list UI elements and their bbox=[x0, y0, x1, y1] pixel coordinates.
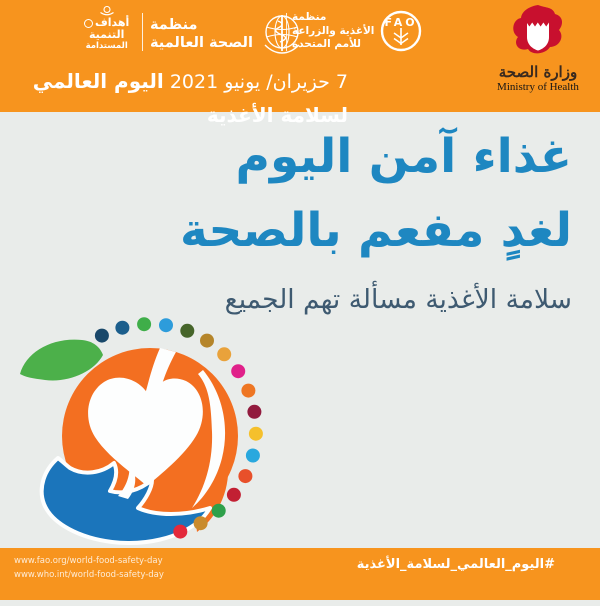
sdg-dot bbox=[238, 469, 252, 483]
footer-band bbox=[0, 548, 600, 600]
who-line1: منظمة bbox=[150, 17, 198, 33]
ministry-of-health-logo bbox=[488, 4, 588, 93]
date-text: 7 حزيران/ يونيو 2021 bbox=[163, 71, 348, 93]
sdg-dot bbox=[159, 318, 173, 332]
ministry-arabic-name: وزارة الصحة bbox=[498, 63, 578, 81]
sdg-word: أهداف bbox=[95, 16, 130, 29]
sdg-dot bbox=[231, 364, 245, 378]
sdg-dot bbox=[200, 334, 214, 348]
fao-emblem-icon bbox=[379, 9, 423, 53]
sdg-dot bbox=[241, 384, 255, 398]
sdg-dot bbox=[194, 516, 208, 530]
fao-line3: للأمم المتحدة bbox=[292, 38, 362, 51]
sdg-logo bbox=[84, 5, 129, 51]
who-logo bbox=[150, 11, 305, 57]
fao-logo bbox=[292, 9, 423, 53]
sdg-dot bbox=[249, 427, 263, 441]
sdg-line2: التنمية bbox=[88, 28, 125, 42]
campaign-hashtag: #اليوم_العالمي_لسلامة_الأغذية bbox=[356, 557, 555, 572]
who-url: www.who.int/world-food-safety-day bbox=[14, 569, 164, 580]
headline-line1: غذاء آمن اليوم bbox=[235, 129, 572, 184]
tagline: سلامة الأغذية مسألة تهم الجميع bbox=[224, 283, 572, 315]
sdg-dot bbox=[217, 347, 231, 361]
fao-line1: منظمة bbox=[292, 11, 327, 23]
world-food-safety-day-logo bbox=[0, 310, 330, 560]
ministry-english-name: Ministry of Health bbox=[497, 81, 579, 93]
sdg-line3: المستدامة bbox=[85, 40, 128, 51]
bahrain-crest-icon bbox=[507, 4, 569, 58]
sdg-dot bbox=[115, 321, 129, 335]
who-line2: الصحة العالمية bbox=[150, 35, 253, 52]
sdg-dot bbox=[227, 488, 241, 502]
sdg-dot bbox=[95, 329, 109, 343]
sdg-dot bbox=[137, 317, 151, 331]
main-message bbox=[180, 120, 572, 317]
sdg-dot bbox=[246, 449, 260, 463]
event-name-text: اليوم العالمي لسلامة الأغذية bbox=[32, 69, 348, 128]
sdg-dot bbox=[247, 405, 261, 419]
campaign-urls bbox=[14, 555, 164, 582]
sdg-dot bbox=[180, 324, 194, 338]
header-separator bbox=[286, 13, 287, 51]
fao-emblem-text: FAO bbox=[384, 16, 418, 29]
sdg-wheel-icon bbox=[84, 19, 93, 28]
header-separator bbox=[142, 13, 143, 51]
headline-line2: لغدٍ مفعم بالصحة bbox=[180, 203, 572, 259]
fao-line2: الأغذية والزراعة bbox=[292, 24, 375, 37]
header-band bbox=[0, 0, 600, 128]
sdg-dot bbox=[173, 525, 187, 539]
sdg-dot bbox=[212, 504, 226, 518]
fao-url: www.fao.org/world-food-safety-day bbox=[14, 556, 163, 566]
